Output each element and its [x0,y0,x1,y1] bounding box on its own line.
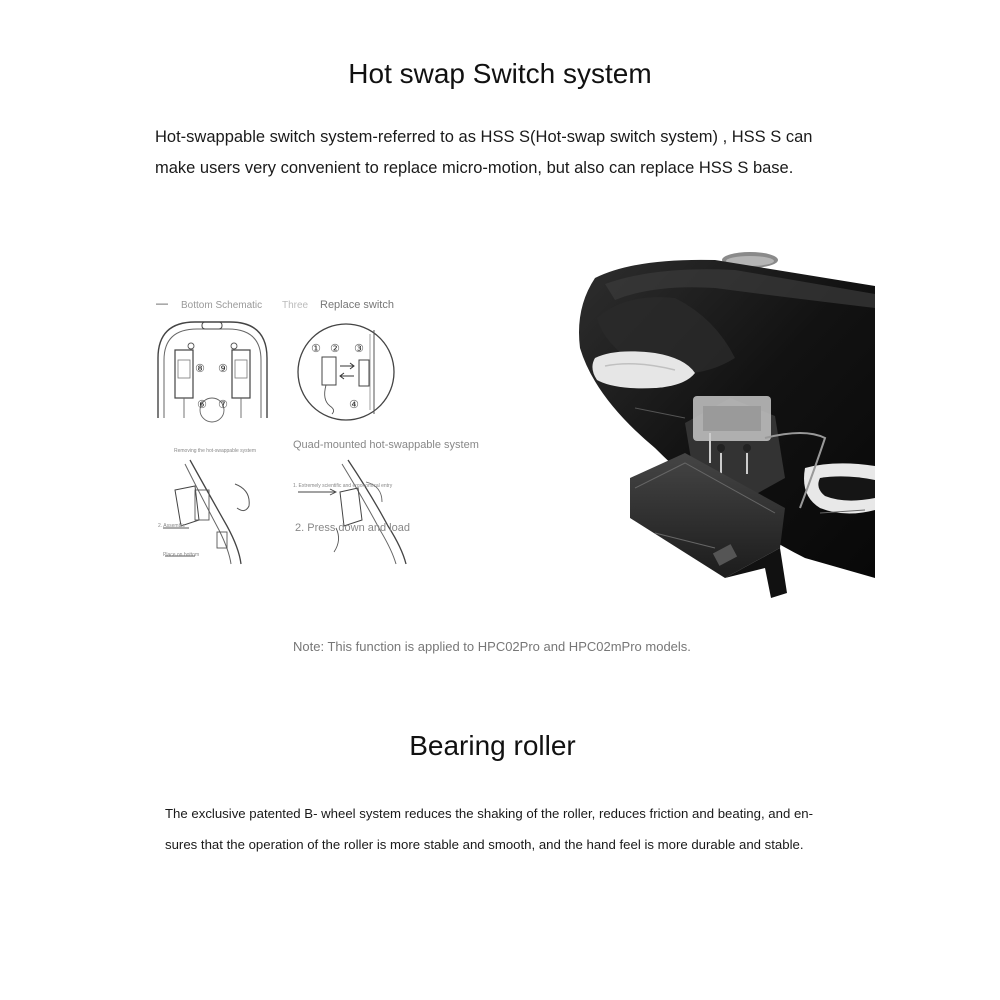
step1-label: 1. Extremely scientific and ergonomical entry [293,483,393,489]
replace-switch-label: Replace switch [320,299,394,311]
number-9: ⑨ [218,363,228,375]
replace-switch-diagram [296,322,400,426]
number-3: ③ [354,343,364,355]
assemble-label: 2. Assemble [158,523,186,529]
bottom-schematic-diagram [155,318,270,420]
removal-diagram [155,456,265,566]
number-2: ② [330,343,340,355]
place-label: Place on bottom [163,552,200,558]
number-8: ⑧ [195,363,205,375]
quad-mounted-label: Quad-mounted hot-swappable system [293,439,479,451]
step-three-label: Three [282,300,309,311]
mouse-hot-swap-photo [575,248,875,600]
hot-swap-description: Hot-swappable switch system-referred to as HSS S(Hot-swap switch system) , HSS S can make users very convenient to replace micro-motion, but also can replace HSS S base. [155,128,813,177]
number-6: ⑥ [197,399,207,411]
schematic-dash: — [156,296,168,310]
number-1: ① [311,343,321,355]
models-note: Note: This function is applied to HPC02Pro and HPC02mPro models. [293,639,691,654]
insertion-diagram [296,456,411,566]
bearing-roller-description: The exclusive patented B- wheel system reduces the shaking of the roller, reduces friction and beating, and en-sures that the operation of the roller is more stable and smooth, and the hand feel is more durable and stable. [165,806,814,852]
number-7: ⑦ [218,399,228,411]
hot-swap-title: Hot swap Switch system [348,58,652,89]
removing-label: Removing the hot-swappable system [174,448,256,454]
bottom-schematic-label: Bottom Schematic [181,300,263,311]
number-4: ④ [349,399,359,411]
bearing-roller-title: Bearing roller [409,730,576,761]
step2-label: 2. Press down and load [295,522,410,534]
